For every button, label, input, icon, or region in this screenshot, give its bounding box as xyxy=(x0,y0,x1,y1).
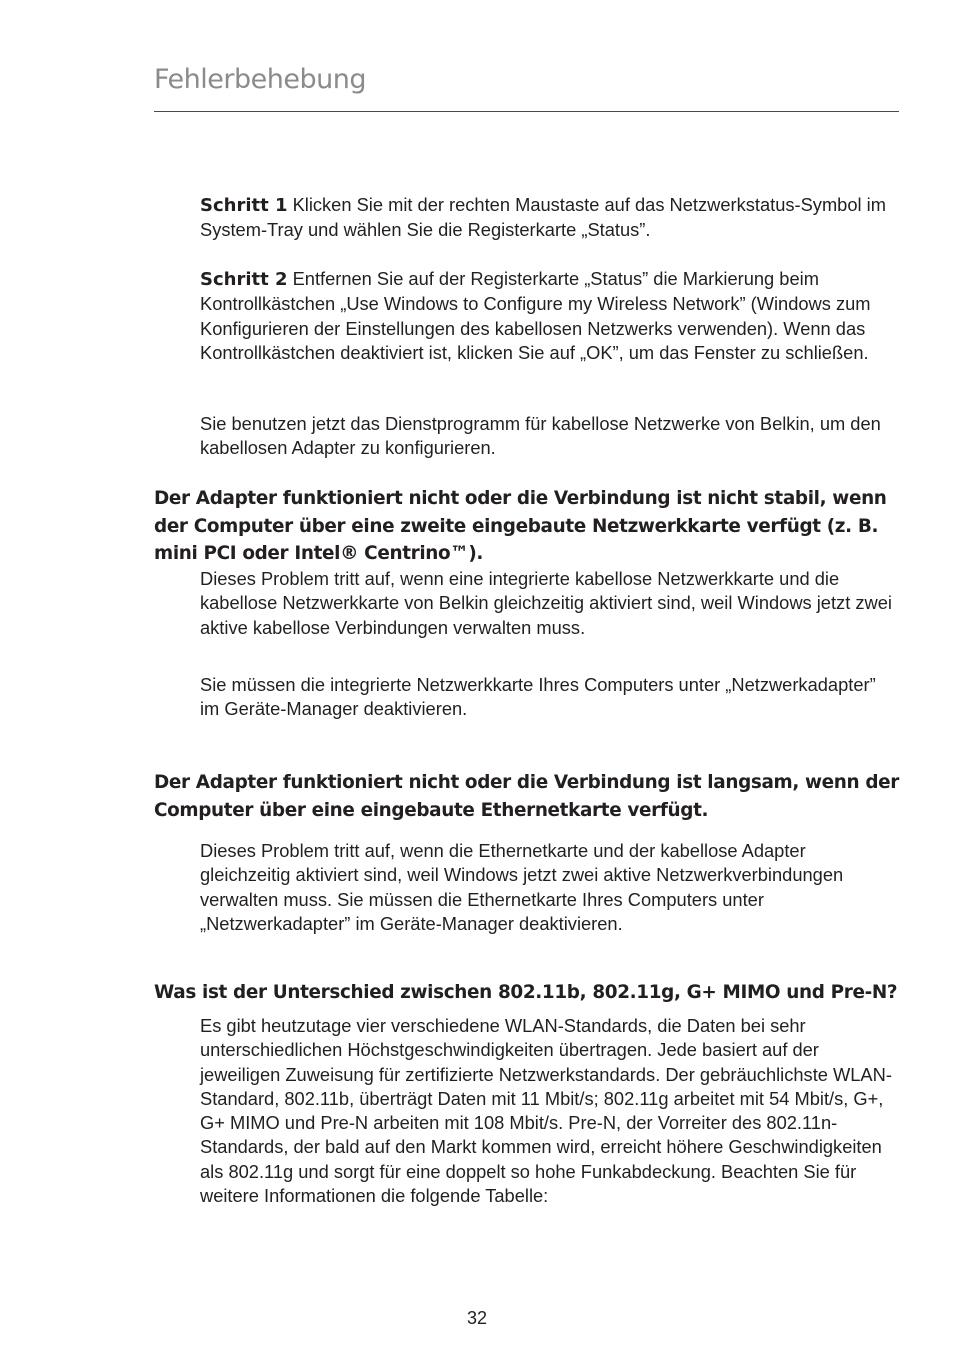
section-3-heading: Was ist der Unterschied zwischen 802.11b, 802.11g, G+ MIMO und Pre-N? xyxy=(154,982,898,1003)
step-2-text: Entfernen Sie auf der Registerkarte „Status” die Markierung beim Kontrollkästchen „Use Windows to Configure my Wireless Network” (Windows zum Konfigurieren der Einstellungen des kabellosen Netzwerks verwenden). Wenn das Kontrollkästchen deaktiviert ist, klicken Sie auf „OK”, um das Fenster zu schließen. xyxy=(200,268,871,363)
section-1-paragraph-1: Dieses Problem tritt auf, wenn eine integrierte kabellose Netzwerkkarte und die kabellose Netzwerkkarte von Belkin gleichzeitig aktiviert sind, weil Windows jetzt zwei aktive kabellose Verbindungen verwalten muss. xyxy=(200,568,892,638)
step-2-paragraph xyxy=(200,267,900,365)
page-header xyxy=(154,58,899,102)
step-2-label: Schritt 2 xyxy=(200,269,288,290)
section-3-paragraph-1: Es gibt heutzutage vier verschiedene WLAN-Standards, die Daten bei sehr unterschiedlichen Höchstgeschwindigkeiten übertragen. Jede basiert auf der jeweiligen Zuweisung für zertifizierte Netzwerkstandards. Der gebräuchlichste WLAN-Standard, 802.11b, überträgt Daten mit 11 Mbit/s; 802.11g arbeitet mit 54 Mbit/s, G+, G+ MIMO und Pre-N arbeiten mit 108 Mbit/s. Pre-N, der Vorreiter des 802.11n-Standards, der bald auf den Markt kommen wird, erreicht höhere Geschwindigkeiten als 802.11g und sorgt für eine doppelt so hohe Funkabdeckung. Beachten Sie für weitere Informationen die folgende Tabelle: xyxy=(200,1015,892,1207)
section-1-paragraph-2: Sie müssen die integrierte Netzwerkkarte Ihres Computers unter „Netzwerkadapter” im Geräte-Manager deaktivieren. xyxy=(200,674,876,720)
step-1-paragraph xyxy=(200,193,900,243)
page-title: Fehlerbehebung xyxy=(154,64,366,95)
page-number: 32 xyxy=(466,1308,488,1328)
header-divider xyxy=(154,111,899,112)
section-2-paragraph-1: Dieses Problem tritt auf, wenn die Ethernetkarte und der kabellose Adapter gleichzeitig aktiviert sind, weil Windows jetzt zwei aktive Netzwerkverbindungen verwalten muss. Sie müssen die Ethernetkarte Ihres Computers unter „Netzwerkadapter” im Geräte-Manager deaktivieren. xyxy=(200,840,844,934)
section-2-heading: Der Adapter funktioniert nicht oder die Verbindung ist langsam, wenn der Computer über eine eingebaute Ethernetkarte verfügt. xyxy=(154,772,899,821)
step-1-label: Schritt 1 xyxy=(200,195,288,216)
step-1-text: Klicken Sie mit der rechten Maustaste auf das Netzwerkstatus-Symbol im System-Tray und wählen Sie die Registerkarte „Status”. xyxy=(200,194,886,241)
intro-note: Sie benutzen jetzt das Dienstprogramm für kabellose Netzwerke von Belkin, um den kabellosen Adapter zu konfigurieren. xyxy=(200,413,881,459)
section-1-heading: Der Adapter funktioniert nicht oder die Verbindung ist nicht stabil, wenn der Computer über eine zweite eingebaute Netzwerkkarte verfügt (z. B. mini PCI oder Intel® Centrino™). xyxy=(154,488,887,565)
